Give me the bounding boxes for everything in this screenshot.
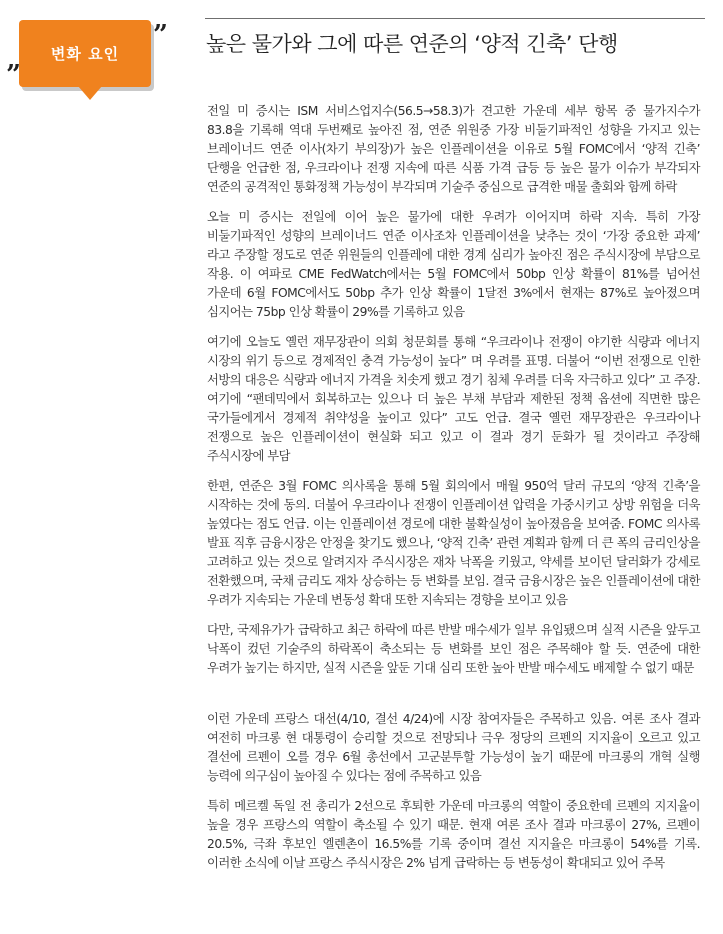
paragraph: 한편, 연준은 3월 FOMC 의사록을 통해 5월 회의에서 매월 950억 달러 규모의 ‘양적 긴축’을 시작하는 것에 동의. 더불어 우크라이나 전쟁이 인플레이션 압력을 가중시키고 상방 위험을 더욱 높였다는 점도 언급. 이는 인플레이션 경로에 대한 불확실성이 높아졌음을 보여줌. FOMC 의사록 발표 직후 금융시장은 안정을 찾기도 했으나, ‘양적 긴축’ 관련 계획과 함께 더 큰 폭의 금리인상을 고려하고 있는 것으로 알려지자 주식시장은 재차 낙폭을 키웠고, 약세를 보이던 달러화가 강세로 전환했으며, 국채 금리도 재차 상승하는 등 변화를 보임. 결국 금융시장은 높은 인플레이션에 대한 우려가 지속되는 가운데 변동성 확대 또한 지속되는 경향을 보이고 있음 (207, 479, 700, 607)
badge-tail (78, 86, 102, 100)
change-factor-badge (0, 0, 190, 110)
paragraph: 전일 미 증시는 ISM 서비스업지수(56.5→58.3)가 견고한 가운데 세부 항목 중 물가지수가 83.8을 기록해 역대 두번째로 높아진 점, 연준 위원중 가장 비둘기파적인 성향을 가지고 있는 브레이너드 연준 이사(차기 부의장)가 높은 인플레이션을 이유로 5월 FOMC에서 ‘양적 긴축’ 단행을 언급한 점, 우크라이나 전쟁 지속에 따른 식품 가격 급등 등 높은 물가 이슈가 부각되자 연준의 공격적인 통화정책 가능성이 부각되며 기술주 중심으로 급격한 매물 출회와 함께 하락 (207, 104, 700, 194)
close-quote-mark: ” (153, 20, 168, 50)
open-quote-mark: ” (6, 60, 21, 90)
paragraph: 오늘 미 증시는 전일에 이어 높은 물가에 대한 우려가 이어지며 하락 지속. 특히 가장 비둘기파적인 성향의 브레이너드 연준 이사조차 인플레이션을 낮추는 것이 ‘가장 중요한 과제’ 라고 주장할 정도로 연준 위원들의 인플레에 대한 경계 심리가 높아진 점은 주식시장에 부담으로 작용. 이 여파로 CME FedWatch에서는 5월 FOMC에서 50bp 인상 확률이 81%를 넘어선 가운데 6월 FOMC에서도 50bp 추가 인상 확률이 1달전 3%에서 현재는 87%로 높아졌으며 심지어는 75bp 인상 확률이 29%를 기록하고 있음 (207, 210, 700, 319)
paragraph: 다만, 국제유가가 급락하고 최근 하락에 따른 반발 매수세가 일부 유입됐으며 실적 시즌을 앞두고 낙폭이 컸던 기술주의 하락폭이 축소되는 등 변화를 보인 점은 주목해야 할 듯. 연준에 대한 우려가 높기는 하지만, 실적 시즌을 앞둔 기대 심리 또한 높아 반발 매수세도 배제할 수 없기 때문 (207, 623, 700, 675)
badge-box (19, 20, 151, 87)
paragraph: 여기에 오늘도 옐런 재무장관이 의회 청문회를 통해 “우크라이나 전쟁이 야기한 식량과 에너지 시장의 위기 등으로 경제적인 충격 가능성이 높다” 며 우려를 표명. 더불어 “이번 전쟁으로 인한 서방의 대응은 식량과 에너지 가격을 치솟게 했고 경기 침체 우려를 더욱 자극하고 있다” 고 주장. 여기에 “팬데믹에서 회복하고는 있으나 더 높은 부채 부담과 제한된 정책 옵션에 직면한 많은 국가들에게서 경제적 취약성을 높이고 있다” 고도 언급. 결국 옐런 재무장관은 우크라이나 전쟁으로 높은 인플레이션이 현실화 되고 있고 이 결과 경기 둔화가 될 것이라고 주장해 주식시장에 부담 (207, 335, 700, 463)
badge-label: 변화 요인 (50, 45, 120, 63)
paragraph: 특히 메르켈 독일 전 총리가 2선으로 후퇴한 가운데 마크롱의 역할이 중요한데 르펜의 지지율이 높을 경우 프랑스의 역할이 축소될 수 있기 때문. 현재 여론 조사 결과 마크롱이 27%, 르펜이 20.5%, 극좌 후보인 엘렌촌이 16.5%를 기록 중이며 결선 지지율은 마크롱이 54%를 기록. 이러한 소식에 이날 프랑스 주식시장은 2% 넘게 급락하는 등 변동성이 확대되고 있어 주목 (207, 799, 700, 870)
header-rule (205, 18, 705, 19)
article-body (207, 102, 700, 884)
paragraph: 이런 가운데 프랑스 대선(4/10, 결선 4/24)에 시장 참여자들은 주목하고 있음. 여론 조사 결과 여전히 마크롱 현 대통령이 승리할 것으로 전망되나 극우 정당의 르펜의 지지율이 오르고 있고 결선에 르펜이 오를 경우 6월 총선에서 고군분투할 가능성이 높기 때문에 마크롱의 개혁 실행 능력에 의구심이 높아질 수 있다는 점에 주목하고 있음 (207, 712, 700, 783)
section-title: 높은 물가와 그에 따른 연준의 ‘양적 긴축’ 단행 (206, 32, 618, 56)
